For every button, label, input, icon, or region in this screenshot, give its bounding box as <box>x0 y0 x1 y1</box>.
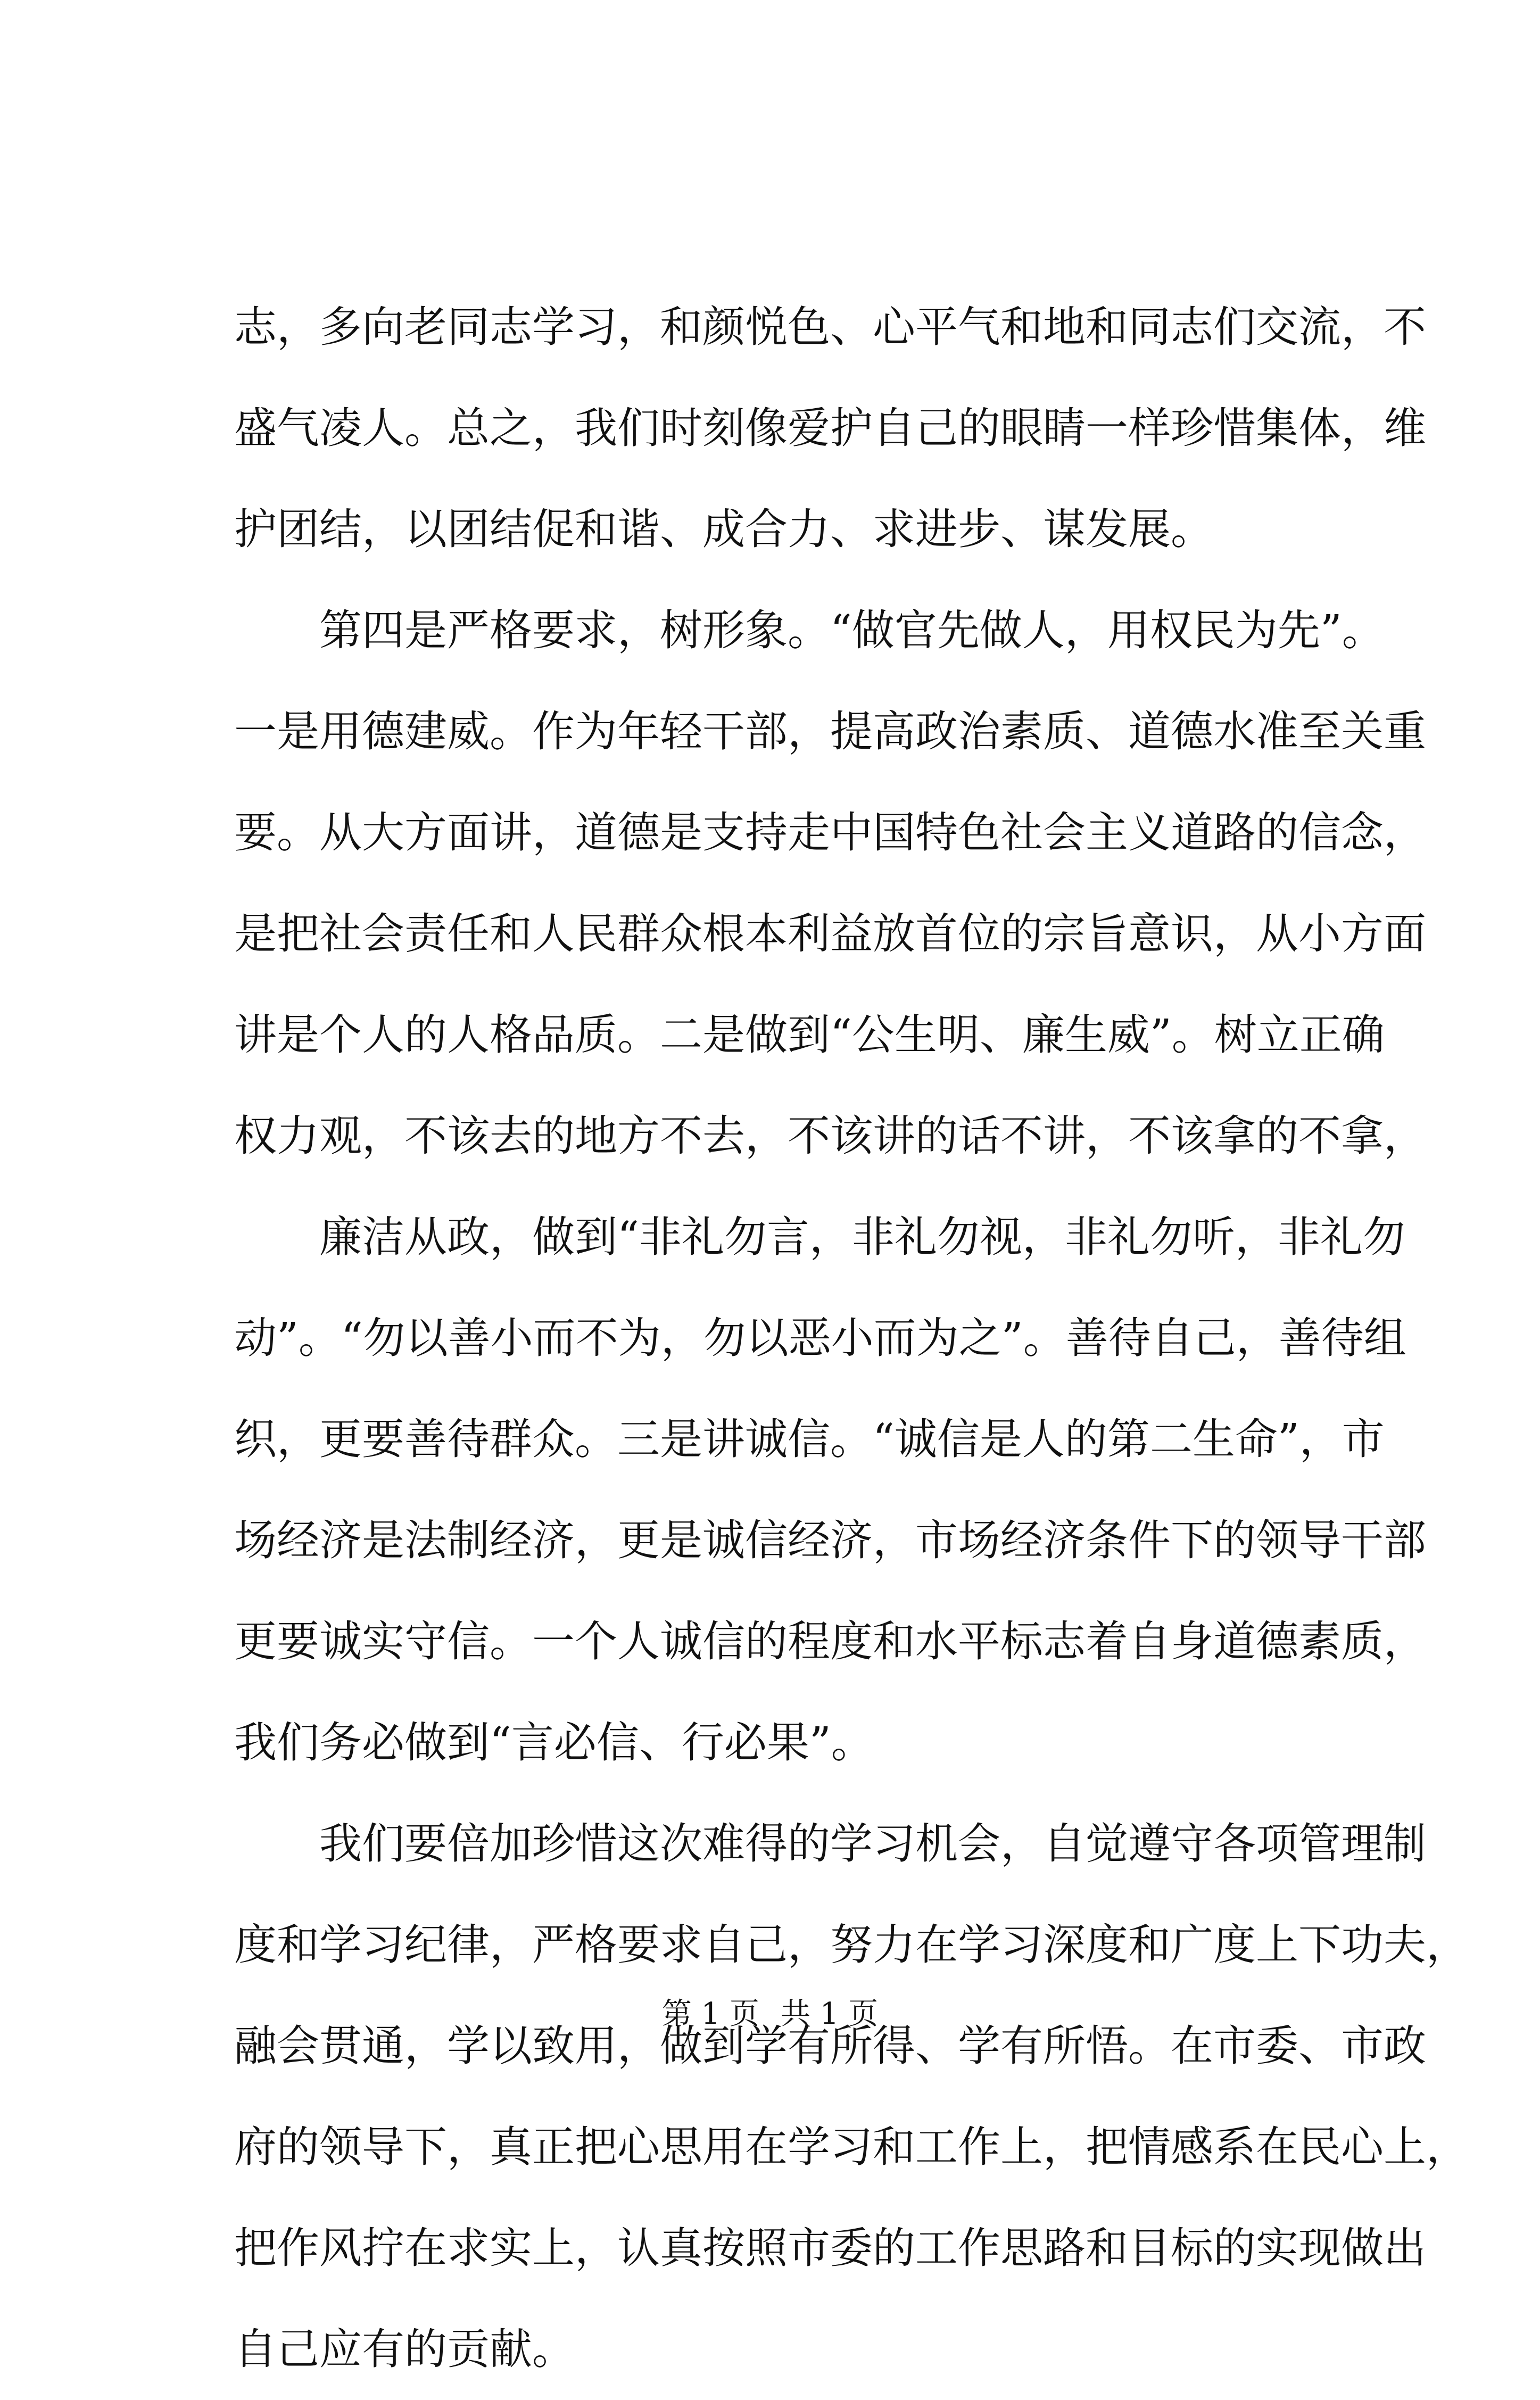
text-line: 度和学习纪律，严格要求自己，努力在学习深度和广度上下功夫， <box>234 1920 1469 1969</box>
text-line: 第四是严格要求，树形象。“做官先做人，用权民为先”。 <box>319 606 1385 655</box>
text-line: 把作风拧在求实上，认真按照市委的工作思路和目标的实现做出 <box>234 2223 1426 2273</box>
text-line: 更要诚实守信。一个人诚信的程度和水平标志着自身道德素质， <box>234 1617 1426 1666</box>
text-line: 我们务必做到“言必信、行必果”。 <box>234 1718 874 1767</box>
text-line: 场经济是法制经济，更是诚信经济，市场经济条件下的领导干部 <box>234 1516 1426 1565</box>
text-line: 一是用德建威。作为年轻干部，提高政治素质、道德水准至关重 <box>234 707 1426 756</box>
text-line: 是把社会责任和人民群众根本利益放首位的宗旨意识，从小方面 <box>234 909 1426 958</box>
text-line: 护团结，以团结促和谐、成合力、求进步、谋发展。 <box>234 504 1213 554</box>
page-footer <box>0 1993 1540 2035</box>
text-line: 融会贯通，学以致用，做到学有所得、学有所悟。在市委、市政 <box>234 2021 1426 2071</box>
text-line: 织，更要善待群众。三是讲诚信。“诚信是人的第二生命”，市 <box>234 1414 1385 1464</box>
text-line: 府的领导下，真正把心思用在学习和工作上，把情感系在民心上， <box>234 2122 1469 2172</box>
text-line: 自己应有的贡献。 <box>234 2324 575 2374</box>
text-line: 廉洁从政，做到“非礼勿言，非礼勿视，非礼勿听，非礼勿 <box>319 1212 1405 1262</box>
text-line: 我们要倍加珍惜这次难得的学习机会，自觉遵守各项管理制 <box>319 1819 1426 1868</box>
text-line: 动”。“勿以善小而不为，勿以恶小而为之”。善待自己，善待组 <box>234 1313 1406 1363</box>
page-total: 共 1 页 <box>781 1997 879 2031</box>
text-line: 盛气凌人。总之，我们时刻像爱护自己的眼睛一样珍惜集体，维 <box>234 403 1426 453</box>
text-line: 权力观，不该去的地方不去，不该讲的话不讲，不该拿的不拿， <box>234 1111 1426 1161</box>
text-line: 志，多向老同志学习，和颜悦色、心平气和地和同志们交流，不 <box>234 302 1426 352</box>
page-number: 第 1 页 <box>661 1997 759 2031</box>
text-line: 讲是个人的人格品质。二是做到“公生明、廉生威”。树立正确 <box>234 1010 1385 1060</box>
text-line: 要。从大方面讲，道德是支持走中国特色社会主义道路的信念， <box>234 808 1426 857</box>
document-body <box>234 277 1469 2400</box>
